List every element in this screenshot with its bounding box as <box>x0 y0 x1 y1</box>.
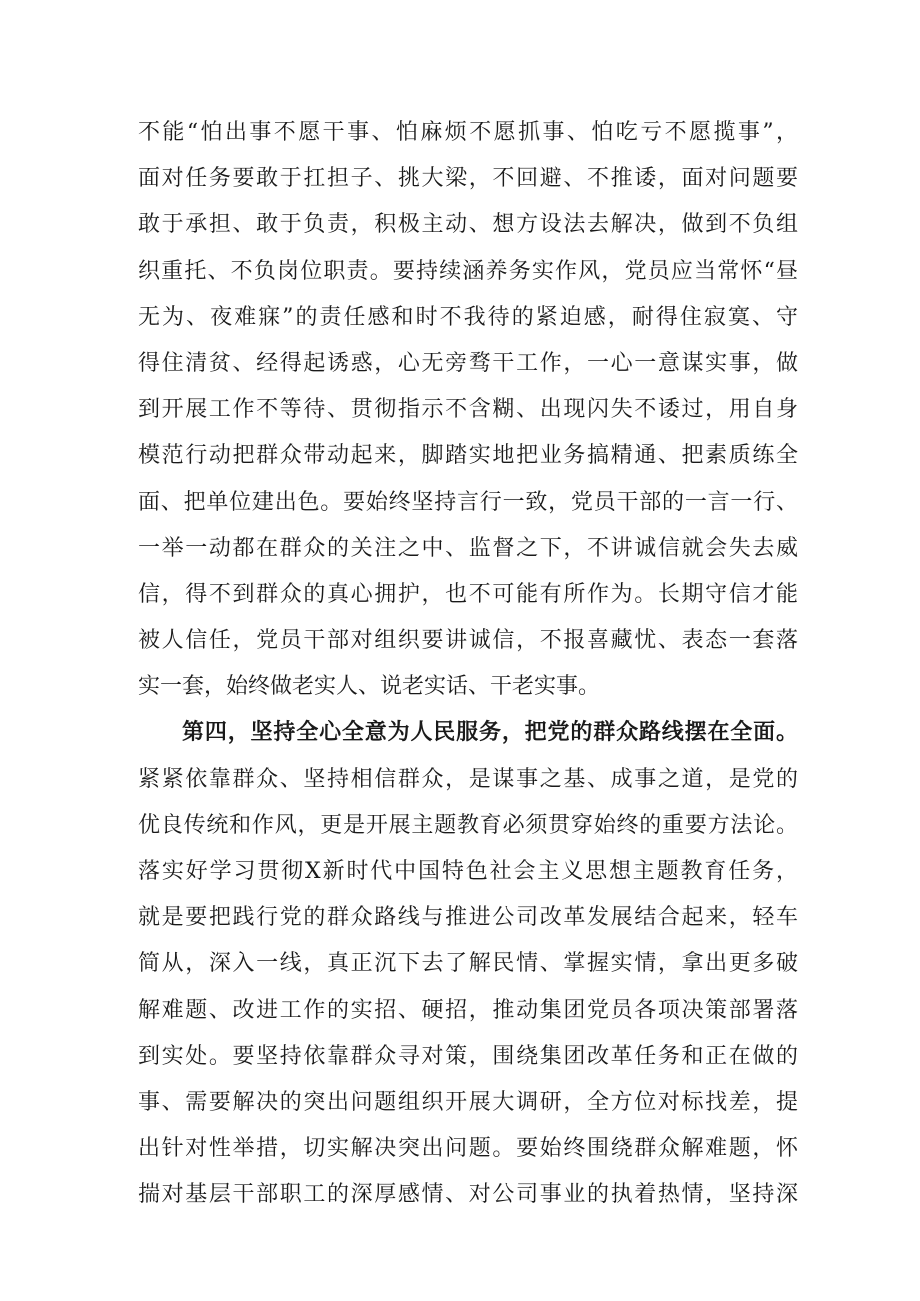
paragraph-2 <box>138 710 798 1218</box>
section-heading: 第四，坚持全心全意为人民服务，把党的群众路线摆在全面。 <box>182 720 798 746</box>
text-line: 被人信任，党员干部对组织要讲诚信，不报喜藏忧、表态一套落 <box>138 628 798 654</box>
text-line: 优良传统和作风，更是开展主题教育必须贯穿始终的重要方法论。 <box>138 812 798 838</box>
body-text <box>138 110 798 1219</box>
text-line: 得住清贫、经得起诱惑，心无旁骛干工作，一心一意谋实事，做 <box>138 350 798 376</box>
text-line: 落实好学习贯彻X新时代中国特色社会主义思想主题教育任务， <box>138 859 798 884</box>
text-line: 就是要把践行党的群众路线与推进公司改革发展结合起来，轻车 <box>138 905 798 931</box>
text-line: 到开展工作不等待、贯彻指示不含糊、出现闪失不诿过，用自身 <box>138 397 798 423</box>
text-line: 到实处。要坚持依靠群众寻对策，围绕集团改革任务和正在做的 <box>138 1043 798 1069</box>
text-line: 织重托、不负岗位职责。要持续涵养务实作风，党员应当常怀“昼 <box>138 258 798 284</box>
text-line: 面、把单位建出色。要始终坚持言行一致，党员干部的一言一行、 <box>138 489 798 515</box>
text-line: 无为、夜难寐”的责任感和时不我待的紧迫感，耐得住寂寞、守 <box>138 304 798 330</box>
text-line: 简从，深入一线，真正沉下去了解民情、掌握实情，拿出更多破 <box>138 951 798 977</box>
text-line: 出针对性举措，切实解决突出问题。要始终围绕群众解难题，怀 <box>138 1136 798 1162</box>
paragraph-1 <box>138 110 798 710</box>
text-line: 解难题、改进工作的实招、硬招，推动集团党员各项决策部署落 <box>138 997 798 1023</box>
text-line: 一举一动都在群众的关注之中、监督之下，不讲诚信就会失去威 <box>138 535 798 561</box>
text-line: 信，得不到群众的真心拥护，也不可能有所作为。长期守信才能 <box>138 581 798 607</box>
text-line: 揣对基层干部职工的深厚感情、对公司事业的执着热情，坚持深 <box>138 1182 798 1208</box>
text-line: 不能“怕出事不愿干事、怕麻烦不愿抓事、怕吃亏不愿揽事”， <box>138 120 798 145</box>
text-line: 实一套，始终做老实人、说老实话、干老实事。 <box>138 674 601 700</box>
text-line: 紧紧依靠群众、坚持相信群众，是谋事之基、成事之道，是党的 <box>138 766 798 792</box>
text-line: 事、需要解决的突出问题组织开展大调研，全方位对标找差，提 <box>138 1089 798 1115</box>
text-line: 敢于承担、敢于负责，积极主动、想方设法去解决，做到不负组 <box>138 212 798 238</box>
text-line: 面对任务要敢于扛担子、挑大梁，不回避、不推诿，面对问题要 <box>138 166 798 192</box>
text-line: 模范行动把群众带动起来，脚踏实地把业务搞精通、把素质练全 <box>138 443 798 469</box>
